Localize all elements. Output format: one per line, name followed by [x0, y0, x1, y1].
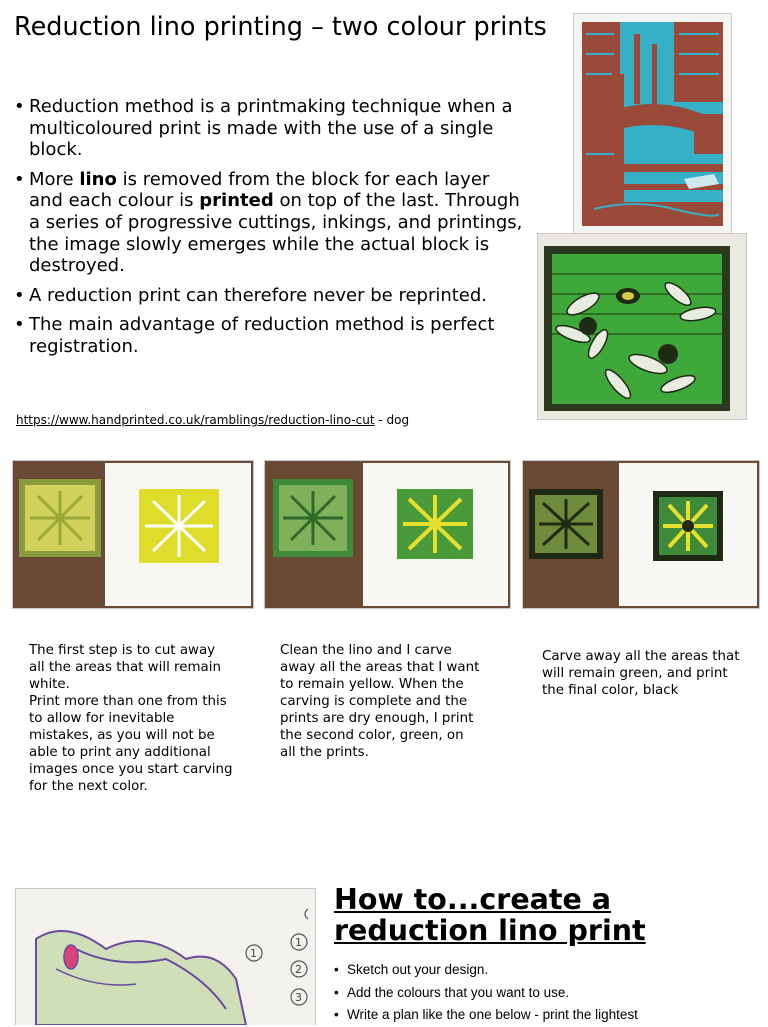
bold-term: lino [79, 168, 117, 190]
step2-caption: Clean the lino and I carve away all the areas that I want to remain yellow. When the carving is complete and the prints are dry enough, I print the second color, green, on all the prints. [280, 643, 480, 760]
bullet-text: A reduction print can therefore never be reprinted. [29, 284, 488, 306]
intro-bullet-list [14, 96, 526, 366]
bullet-text: Reduction method is a printmaking technique when a multicoloured print is made with the use of a single block. [29, 96, 513, 161]
intro-bullet [14, 314, 526, 357]
bold-term: printed [199, 190, 274, 212]
flower-bee-print-image [537, 233, 747, 420]
step3-photo [522, 460, 760, 609]
bullet-text: The main advantage of reduction method is perfect registration. [29, 314, 495, 357]
step1-caption: The first step is to cut away all the areas that will remain white. Print more than one from this to allow for inevitable mistakes, as you will not be able to print any additional images once you start carving for the next color. [29, 643, 233, 794]
how-to-item: • Sketch out your design. [334, 959, 638, 982]
bullet-text: on top of the last. Through a series of progressive cuttings, inkings, and printings, the image slowly emerges while the actual block is destroyed. [29, 190, 523, 277]
svg-text:1: 1 [295, 936, 302, 949]
source-suffix: - dog [374, 413, 410, 427]
page-title: Reduction lino printing – two colour prints [14, 12, 547, 42]
step3-caption: Carve away all the areas that will remain green, and print the final color, black [542, 649, 740, 698]
sketch-plan-image [15, 888, 316, 1025]
intro-bullet [14, 169, 526, 277]
venice-print-image [573, 13, 732, 235]
step1-photo [12, 460, 254, 609]
how-to-item: • Add the colours that you want to use. [334, 982, 638, 1005]
source-link[interactable]: https://www.handprinted.co.uk/ramblings/reduction-lino-cut [16, 413, 375, 427]
bullet-text: is removed from the block for each layer and each colour is [29, 168, 490, 212]
how-to-list [334, 959, 638, 1027]
intro-bullet [14, 96, 526, 161]
svg-text:3: 3 [295, 991, 302, 1004]
intro-bullet [14, 285, 526, 307]
how-to-item: • Write a plan like the one below - print the lightest [334, 1004, 638, 1027]
bullet-text: More [29, 168, 80, 190]
source-line [16, 413, 409, 427]
step2-photo [264, 460, 511, 609]
svg-text:2: 2 [295, 963, 302, 976]
how-to-heading: How to...create a reduction lino print [334, 883, 646, 947]
svg-text:1: 1 [250, 947, 257, 960]
